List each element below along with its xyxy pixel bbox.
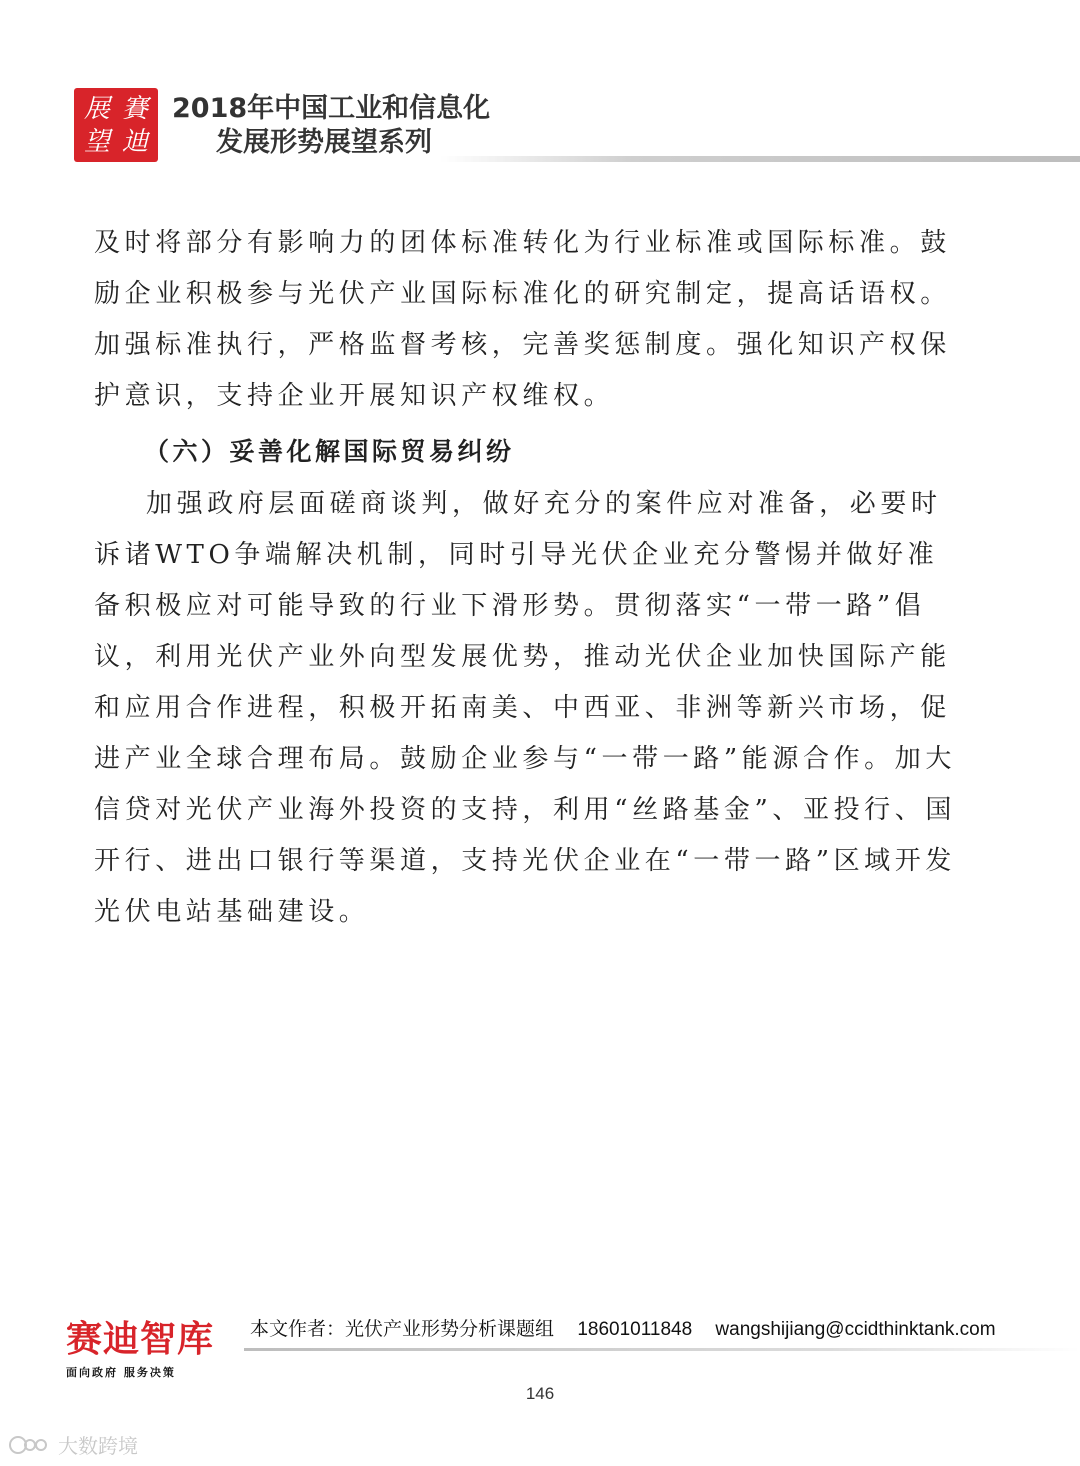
author-name: 光伏产业形势分析课题组 — [345, 1319, 555, 1340]
footer-divider — [244, 1348, 1080, 1351]
page-number: 146 — [525, 1384, 555, 1403]
footer-brand-logo — [66, 1320, 236, 1380]
section-heading: （六）妥善化解国际贸易纠纷 — [144, 437, 515, 466]
seal-char: 望 — [83, 126, 110, 157]
seal-char: 賽 — [121, 93, 148, 124]
watermark — [8, 1430, 138, 1459]
author-phone: 18601011848 — [577, 1319, 693, 1340]
series-title-line2: 发展形势展望系列 — [216, 127, 432, 158]
author-label: 本文作者： — [250, 1319, 346, 1340]
brand-slogan: 面向政府 服务决策 — [66, 1366, 176, 1379]
header-seal-logo — [74, 88, 158, 162]
seal-char: 展 — [83, 93, 110, 124]
author-info — [250, 1314, 1070, 1341]
header-divider — [440, 156, 1080, 162]
brand-name: 赛迪智库 — [66, 1319, 215, 1360]
document-body — [94, 218, 964, 938]
paragraph: 加强政府层面磋商谈判，做好充分的案件应对准备，必要时诉诸WTO争端解决机制，同时引导光伏企业充分警惕并做好准备积极应对可能导致的行业下滑形势。贯彻落实“一带一路”倡议，利用光伏产业外向型发展优势，推动光伏企业加快国际产能和应用合作进程，积极开拓南美、中西亚、非洲等新兴市场，促进产业全球合理布局。鼓励企业参与“一带一路”能源合作。加大信贷对光伏产业海外投资的支持，利用“丝路基金”、亚投行、国开行、进出口银行等渠道，支持光伏企业在“一带一路”区域开发光伏电站基础建设。 — [94, 489, 956, 927]
seal-char: 迪 — [121, 126, 148, 157]
paragraph: 及时将部分有影响力的团体标准转化为行业标准或国际标准。鼓励企业积极参与光伏产业国际标准化的研究制定，提高话语权。加强标准执行，严格监督考核，完善奖惩制度。强化知识产权保护意识，支持企业开展知识产权维权。 — [94, 228, 951, 411]
watermark-text: 大数跨境 — [58, 1434, 138, 1458]
watermark-logo-icon — [8, 1432, 52, 1458]
series-title-line1: 2018年中国工业和信息化 — [172, 93, 491, 124]
series-title — [172, 92, 512, 160]
author-email: wangshijiang@ccidthinktank.com — [715, 1319, 996, 1340]
